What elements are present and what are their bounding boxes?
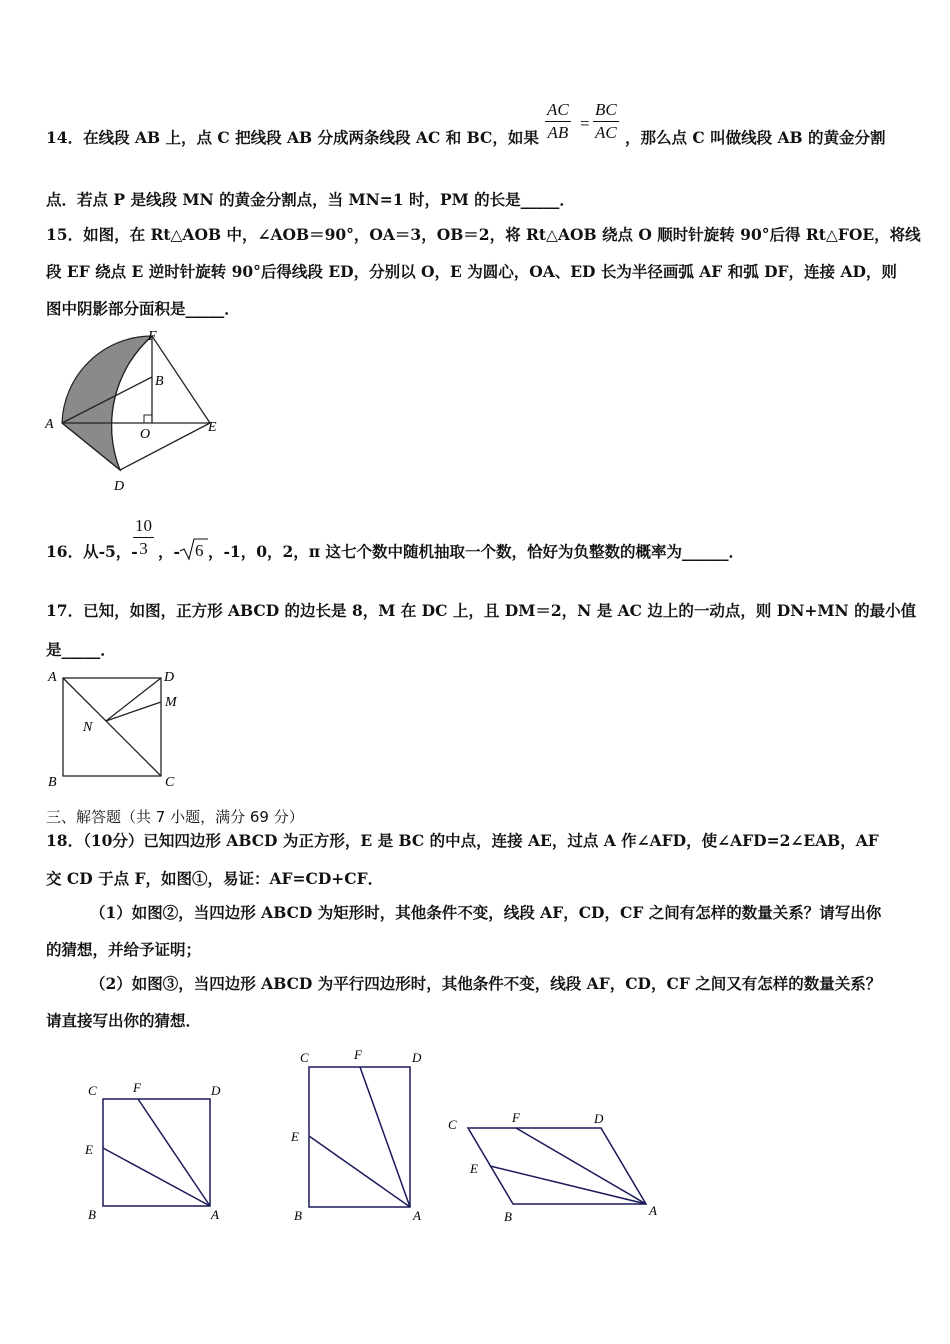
q18-text-line1: 18．（10分）已知四边形 ABCD 为正方形，E 是 BC 的中点，连接 AE，过点 A 作∠AFD，使∠AFD=2∠EAB，AF (46, 831, 879, 850)
q18-fig2-line-ae (309, 1136, 410, 1207)
q18-fig1-label-c: C (88, 1083, 97, 1098)
q18-text-line6: 请直接写出你的猜想． (46, 1011, 202, 1030)
q18-text-line3: （1）如图②，当四边形 ABCD 为矩形时，其他条件不变，线段 AF，CD，CF 之间有怎样的数量关系？请写出你 (90, 903, 882, 922)
q17-text-line1: 17．已知，如图，正方形 ABCD 的边长是 8，M 在 DC 上，且 DM＝2，N 是 AC 边上的一动点，则 DN+MN 的最小值 (46, 601, 917, 620)
q18-text-line2: 交 CD 于点 F，如图①，易证：AF=CD+CF． (46, 869, 384, 888)
q14-text-line2: 点．若点 P 是线段 MN 的黄金分割点，当 MN=1 时，PM 的长是_____． (46, 190, 575, 209)
q15-figure (40, 328, 230, 498)
q17-label-n: N (83, 720, 93, 735)
q18-fig3-label-a: A (649, 1203, 657, 1218)
q15-label-d: D (114, 479, 125, 494)
q18-fig1-label-f: F (133, 1080, 141, 1095)
q15-shaded-region (62, 336, 152, 470)
q18-fig3-label-b: B (504, 1209, 512, 1224)
q18-fig1-label-d: D (211, 1083, 221, 1098)
fraction-numerator: 10 (133, 516, 154, 538)
q15-text-line2: 段 EF 绕点 E 逆时针旋转 90°后得线段 ED，分别以 O，E 为圆心，OA、ED 长为半径画弧 AF 和弧 DF，连接 AD，则 (46, 262, 897, 281)
q14-fraction-ac-ab (545, 100, 571, 143)
q15-line-ed (120, 423, 210, 470)
q18-fig2-rectangle (309, 1067, 410, 1207)
q18-figure-3-parallelogram (440, 1100, 670, 1230)
q16-sqrt-symbol (179, 536, 209, 562)
q17-figure (40, 664, 200, 794)
q18-fig2-label-a: A (413, 1208, 421, 1223)
q15-label-e: E (208, 420, 217, 435)
fraction-denominator: AC (595, 123, 617, 142)
q18-fig2-line-af (360, 1067, 410, 1207)
q15-label-a: A (45, 417, 54, 432)
q18-fig3-line-ae (490, 1166, 646, 1204)
q18-fig3-parallelogram (468, 1128, 646, 1204)
q18-fig2-label-f: F (354, 1047, 362, 1062)
q18-figure-1-square (80, 1075, 230, 1225)
q18-fig3-label-d: D (594, 1111, 604, 1126)
q15-text-line1: 15．如图，在 Rt△AOB 中，∠AOB＝90°，OA＝3，OB＝2，将 Rt△AOB 绕点 O 顺时针旋转 90°后得 Rt△FOE，将线 (46, 225, 921, 244)
q18-fig3-label-c: C (448, 1117, 457, 1132)
q17-text-line2: 是_____． (46, 640, 116, 659)
q18-fig1-label-a: A (211, 1207, 219, 1222)
q16-text-suffix: ，-1，0，2，π 这七个数中随机抽取一个数，恰好为负整数的概率为______． (208, 542, 745, 561)
fraction-numerator: AC (545, 100, 571, 122)
q18-fig1-square (103, 1099, 210, 1206)
q14-text-suffix: ，那么点 C 叫做线段 AB 的黄金分割 (625, 128, 886, 147)
q16-fraction-10-3 (133, 516, 154, 559)
q18-figure-2-rectangle (287, 1043, 437, 1228)
q17-label-d: D (164, 670, 175, 685)
q17-diagonal-ac (63, 678, 161, 776)
q18-fig3-label-e: E (470, 1161, 478, 1176)
q15-label-f: F (148, 329, 157, 344)
q17-label-c: C (165, 775, 175, 790)
q18-text-line5: （2）如图③，当四边形 ABCD 为平行四边形时，其他条件不变，线段 AF，CD，CF 之间又有怎样的数量关系？ (90, 974, 882, 993)
q18-fig1-label-b: B (88, 1207, 96, 1222)
q16-text-prefix: 16．从-5，- (46, 542, 138, 561)
q18-fig1-label-e: E (85, 1142, 93, 1157)
q14-equals-sign: = (580, 114, 590, 133)
fraction-denominator: 3 (139, 539, 148, 558)
fraction-denominator: AB (547, 123, 569, 142)
q18-fig3-line-af (516, 1128, 646, 1204)
q16-text-middle: ，- (158, 542, 180, 561)
q17-line-nm (106, 702, 161, 721)
q18-fig3-label-f: F (512, 1110, 520, 1125)
fraction-numerator: BC (593, 100, 619, 122)
q14-text-prefix: 14．在线段 AB 上，点 C 把线段 AB 分成两条线段 AC 和 BC，如果 (46, 128, 539, 147)
q15-right-angle-mark (144, 415, 152, 423)
q18-fig1-line-af (138, 1099, 210, 1206)
q17-label-b: B (48, 775, 57, 790)
q18-text-line4: 的猜想，并给予证明； (46, 940, 202, 959)
q14-fraction-bc-ac (593, 100, 619, 143)
q15-text-line3: 图中阴影部分面积是_____． (46, 299, 240, 318)
section-3-heading: 三、解答题（共 7 小题，满分 69 分） (46, 808, 304, 826)
q16-sqrt-argument: 6 (195, 541, 204, 560)
q18-fig2-label-b: B (294, 1208, 302, 1223)
q17-line-nd (106, 678, 161, 721)
q15-label-b: B (155, 374, 164, 389)
q18-fig2-label-d: D (412, 1050, 422, 1065)
q18-fig2-label-c: C (300, 1050, 309, 1065)
q18-fig1-line-ae (103, 1148, 210, 1206)
q17-label-a: A (48, 670, 57, 685)
q18-fig2-label-e: E (291, 1129, 299, 1144)
q15-label-o: O (140, 427, 151, 442)
q17-label-m: M (165, 695, 177, 710)
